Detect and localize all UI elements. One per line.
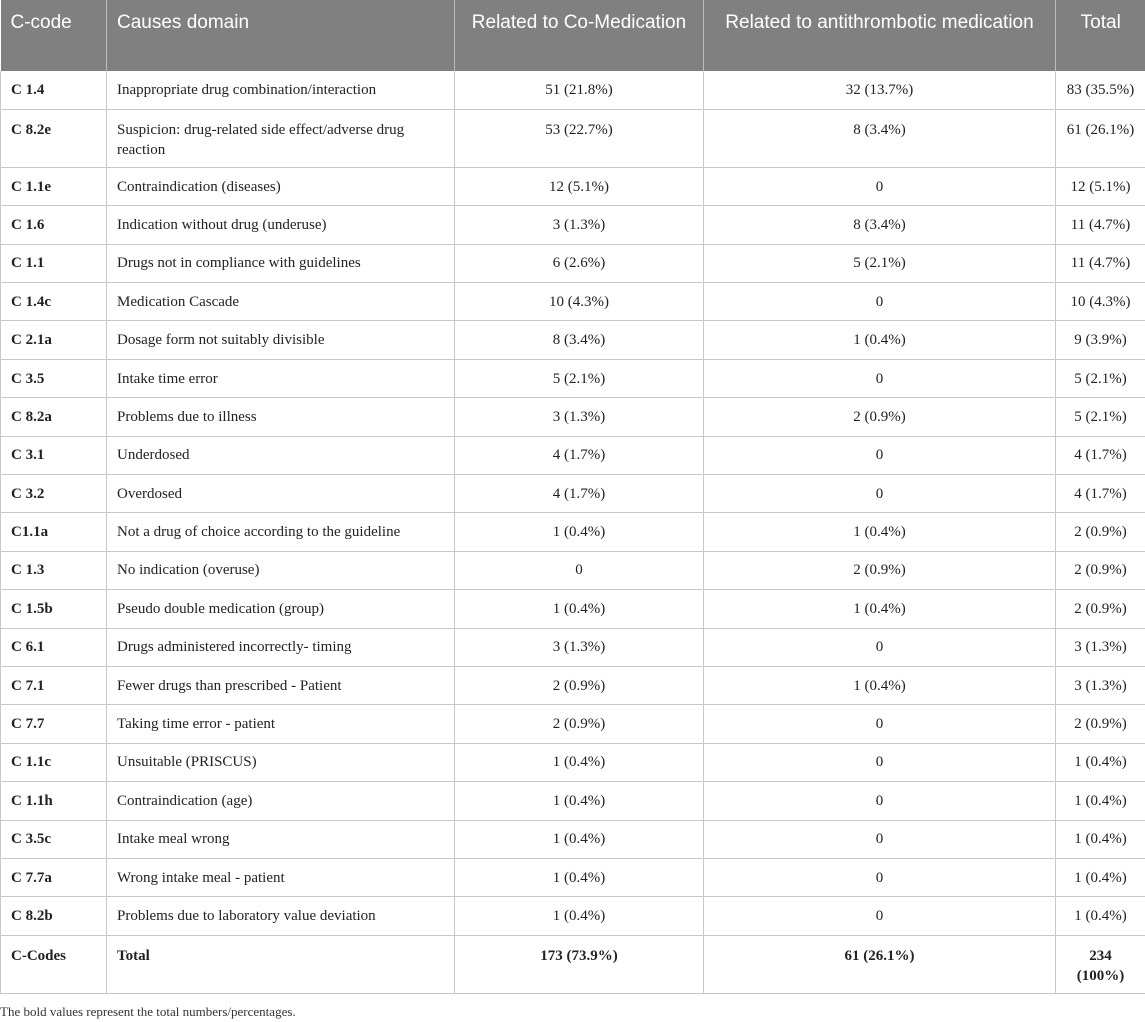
cause-cell: Problems due to laboratory value deviation	[107, 897, 455, 935]
antithrombotic-cell: 1 (0.4%)	[704, 590, 1056, 628]
c-code-cell: C 7.7a	[1, 858, 107, 896]
antithrombotic-cell: 1 (0.4%)	[704, 321, 1056, 359]
co-medication-cell: 1 (0.4%)	[455, 858, 704, 896]
c-code-cell: C 8.2b	[1, 897, 107, 935]
cause-cell: Wrong intake meal - patient	[107, 858, 455, 896]
table-row	[1, 513, 1145, 551]
co-medication-cell: 2 (0.9%)	[455, 666, 704, 704]
table-row	[1, 897, 1145, 935]
co-medication-cell: 3 (1.3%)	[455, 206, 704, 244]
antithrombotic-cell: 2 (0.9%)	[704, 398, 1056, 436]
co-medication-cell: 1 (0.4%)	[455, 743, 704, 781]
header-causes-domain: Causes domain	[107, 0, 455, 71]
table-row	[1, 782, 1145, 820]
table-row	[1, 590, 1145, 628]
table-footnote: The bold values represent the total numbers/percentages.	[0, 1004, 296, 1019]
cause-cell: Taking time error - patient	[107, 705, 455, 743]
cause-cell: Fewer drugs than prescribed - Patient	[107, 666, 455, 704]
c-code-cell: C 7.1	[1, 666, 107, 704]
table-row	[1, 398, 1145, 436]
co-medication-cell: 3 (1.3%)	[455, 628, 704, 666]
cause-cell: Not a drug of choice according to the guideline	[107, 513, 455, 551]
co-medication-cell: 53 (22.7%)	[455, 109, 704, 167]
total-cell: 10 (4.3%)	[1056, 283, 1145, 321]
table-row	[1, 283, 1145, 321]
total-cell: 11 (4.7%)	[1056, 244, 1145, 282]
antithrombotic-cell: 0	[704, 705, 1056, 743]
co-medication-cell: 1 (0.4%)	[455, 513, 704, 551]
cause-cell: Drugs administered incorrectly- timing	[107, 628, 455, 666]
table-row	[1, 475, 1145, 513]
c-code-cell: C 3.1	[1, 436, 107, 474]
header-co-medication: Related to Co-Medication	[455, 0, 704, 71]
cause-cell: Medication Cascade	[107, 283, 455, 321]
antithrombotic-cell: 0	[704, 628, 1056, 666]
co-medication-cell: 1 (0.4%)	[455, 820, 704, 858]
antithrombotic-cell: 2 (0.9%)	[704, 551, 1056, 589]
antithrombotic-cell: 0	[704, 283, 1056, 321]
c-code-cell: C 1.3	[1, 551, 107, 589]
total-cell: 61 (26.1%)	[1056, 109, 1145, 167]
total-cell: 83 (35.5%)	[1056, 71, 1145, 109]
cause-cell: Unsuitable (PRISCUS)	[107, 743, 455, 781]
header-row	[1, 0, 1145, 71]
table-row	[1, 206, 1145, 244]
co-medication-cell: 3 (1.3%)	[455, 398, 704, 436]
table-row	[1, 321, 1145, 359]
cause-cell: Dosage form not suitably divisible	[107, 321, 455, 359]
antithrombotic-cell: 0	[704, 858, 1056, 896]
cause-cell: Indication without drug (underuse)	[107, 206, 455, 244]
cause-cell: Intake meal wrong	[107, 820, 455, 858]
total-cell: 1 (0.4%)	[1056, 897, 1145, 935]
cause-cell: Inappropriate drug combination/interaction	[107, 71, 455, 109]
antithrombotic-cell: 0	[704, 436, 1056, 474]
c-code-cell: C1.1a	[1, 513, 107, 551]
antithrombotic-cell: 0	[704, 475, 1056, 513]
cause-cell: Pseudo double medication (group)	[107, 590, 455, 628]
total-cell: 4 (1.7%)	[1056, 436, 1145, 474]
co-medication-cell: 1 (0.4%)	[455, 782, 704, 820]
co-medication-cell: 4 (1.7%)	[455, 475, 704, 513]
table-row	[1, 743, 1145, 781]
cause-cell: Intake time error	[107, 359, 455, 397]
antithrombotic-cell: 32 (13.7%)	[704, 71, 1056, 109]
c-code-cell: C 1.5b	[1, 590, 107, 628]
table-row	[1, 820, 1145, 858]
total-cell: 2 (0.9%)	[1056, 705, 1145, 743]
total-label-cell: Total	[107, 935, 455, 993]
co-medication-cell: 2 (0.9%)	[455, 705, 704, 743]
total-cell: 2 (0.9%)	[1056, 551, 1145, 589]
total-cell: 11 (4.7%)	[1056, 206, 1145, 244]
cause-cell: No indication (overuse)	[107, 551, 455, 589]
table-row	[1, 551, 1145, 589]
table-total-row	[1, 935, 1145, 993]
antithrombotic-cell: 0	[704, 167, 1056, 205]
c-code-cell: C 8.2a	[1, 398, 107, 436]
total-cell: 1 (0.4%)	[1056, 858, 1145, 896]
header-antithrombotic: Related to antithrombotic medication	[704, 0, 1056, 71]
total-antithrombotic-cell: 61 (26.1%)	[704, 935, 1056, 993]
co-medication-cell: 6 (2.6%)	[455, 244, 704, 282]
table-row	[1, 109, 1145, 167]
total-cell: 1 (0.4%)	[1056, 820, 1145, 858]
table-header	[1, 0, 1145, 71]
table-row	[1, 628, 1145, 666]
table-row	[1, 244, 1145, 282]
c-code-cell: C 3.5c	[1, 820, 107, 858]
co-medication-cell: 51 (21.8%)	[455, 71, 704, 109]
total-cell: 5 (2.1%)	[1056, 398, 1145, 436]
total-cell: 2 (0.9%)	[1056, 590, 1145, 628]
co-medication-cell: 1 (0.4%)	[455, 590, 704, 628]
antithrombotic-cell: 0	[704, 820, 1056, 858]
grand-total-cell: 234 (100%)	[1056, 935, 1145, 993]
c-code-cell: C 1.1	[1, 244, 107, 282]
c-code-cell: C 3.2	[1, 475, 107, 513]
co-medication-cell: 4 (1.7%)	[455, 436, 704, 474]
antithrombotic-cell: 8 (3.4%)	[704, 109, 1056, 167]
co-medication-cell: 0	[455, 551, 704, 589]
co-medication-cell: 1 (0.4%)	[455, 897, 704, 935]
table-row	[1, 705, 1145, 743]
table-body	[1, 71, 1145, 993]
header-total: Total	[1080, 12, 1121, 33]
cause-cell: Contraindication (diseases)	[107, 167, 455, 205]
cause-cell: Problems due to illness	[107, 398, 455, 436]
total-cell: 12 (5.1%)	[1056, 167, 1145, 205]
total-cell: 2 (0.9%)	[1056, 513, 1145, 551]
c-code-cell: C 1.1e	[1, 167, 107, 205]
cause-cell: Underdosed	[107, 436, 455, 474]
co-medication-cell: 10 (4.3%)	[455, 283, 704, 321]
total-cell: 1 (0.4%)	[1056, 743, 1145, 781]
cause-cell: Contraindication (age)	[107, 782, 455, 820]
antithrombotic-cell: 8 (3.4%)	[704, 206, 1056, 244]
total-cell: 9 (3.9%)	[1056, 321, 1145, 359]
table-row	[1, 71, 1145, 109]
antithrombotic-cell: 0	[704, 743, 1056, 781]
antithrombotic-cell: 0	[704, 782, 1056, 820]
total-co-medication-cell: 173 (73.9%)	[455, 935, 704, 993]
c-code-cell: C 8.2e	[1, 109, 107, 167]
antithrombotic-cell: 0	[704, 897, 1056, 935]
antithrombotic-cell: 1 (0.4%)	[704, 666, 1056, 704]
table-row	[1, 436, 1145, 474]
antithrombotic-cell: 1 (0.4%)	[704, 513, 1056, 551]
table-row	[1, 666, 1145, 704]
total-cell: 1 (0.4%)	[1056, 782, 1145, 820]
cause-cell: Drugs not in compliance with guidelines	[107, 244, 455, 282]
c-code-cell: C 1.1c	[1, 743, 107, 781]
c-code-cell: C 1.6	[1, 206, 107, 244]
c-code-cell: C 3.5	[1, 359, 107, 397]
total-cell: 4 (1.7%)	[1056, 475, 1145, 513]
cause-cell: Suspicion: drug-related side effect/adverse drug reaction	[107, 109, 455, 167]
table-row	[1, 167, 1145, 205]
cause-cell: Overdosed	[107, 475, 455, 513]
table-row	[1, 858, 1145, 896]
c-code-cell: C 7.7	[1, 705, 107, 743]
c-code-cell: C 1.1h	[1, 782, 107, 820]
antithrombotic-cell: 0	[704, 359, 1056, 397]
c-code-cell: C 6.1	[1, 628, 107, 666]
c-code-cell: C 2.1a	[1, 321, 107, 359]
table-row	[1, 359, 1145, 397]
total-cell: 5 (2.1%)	[1056, 359, 1145, 397]
antithrombotic-cell: 5 (2.1%)	[704, 244, 1056, 282]
co-medication-cell: 8 (3.4%)	[455, 321, 704, 359]
header-c-code: C-code	[1, 0, 107, 71]
total-cell: 3 (1.3%)	[1056, 628, 1145, 666]
total-cell: 3 (1.3%)	[1056, 666, 1145, 704]
co-medication-cell: 5 (2.1%)	[455, 359, 704, 397]
c-code-cell: C 1.4	[1, 71, 107, 109]
c-code-cell: C 1.4c	[1, 283, 107, 321]
co-medication-cell: 12 (5.1%)	[455, 167, 704, 205]
total-code-cell: C-Codes	[1, 935, 107, 993]
